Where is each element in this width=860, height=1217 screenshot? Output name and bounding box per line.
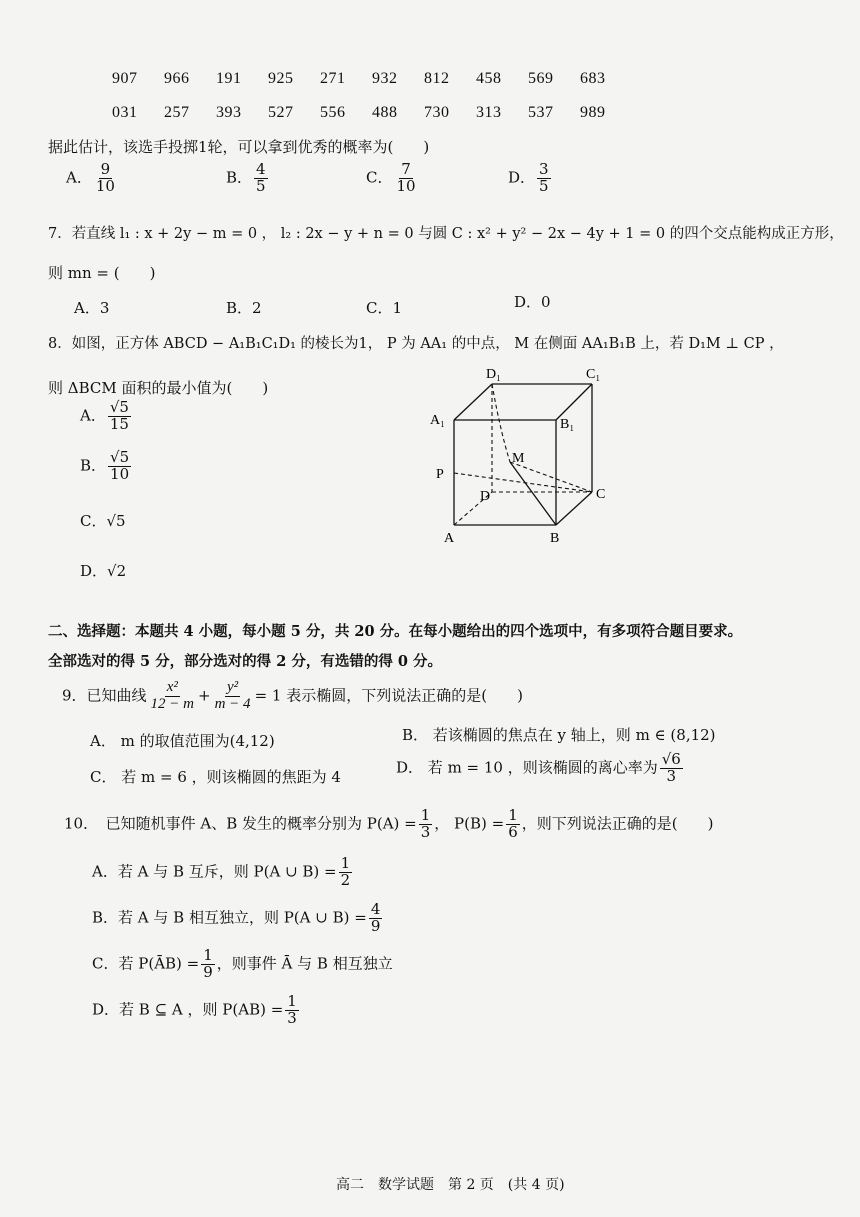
q7-stem-2: 则 mn = ( )	[48, 264, 156, 282]
q7-option-b: B．2	[226, 299, 262, 317]
q6-option-a: A． $\frac{9}{10}$	[66, 160, 115, 195]
q9-option-a: A． m 的取值范围为(4,12)	[90, 732, 275, 750]
q6-option-d: D． $\frac{3}{5}$	[508, 160, 549, 195]
q8-option-c: C．√5	[80, 512, 126, 530]
edge-b1c1	[556, 384, 592, 420]
q8-stem: 8．如图，正方体 ABCD − A₁B₁C₁D₁ 的棱长为1， P 为 AA₁ 的中点， M 在侧面 AA₁B₁B 上，若 D₁M ⊥ CP ，	[48, 336, 784, 352]
q9-option-b: B． 若该椭圆的焦点在 y 轴上，则 m ∈ (8,12)	[402, 726, 716, 744]
label-c: C	[596, 487, 606, 502]
section2-line2: 全部选对的得 5 分，部分选对的得 2 分，有选错的得 0 分。	[48, 653, 443, 670]
label-m: M	[512, 451, 525, 466]
data-row-1: 907 966 191 925 271 932 812 458 569 683	[112, 70, 606, 87]
segment-mc	[510, 462, 592, 492]
q6-option-b: B． $\frac{4}{5}$	[226, 160, 266, 195]
label-a: A	[444, 531, 455, 546]
q7-option-a: A．3	[74, 299, 110, 317]
segment-pc	[454, 473, 592, 492]
label-b1: B₁	[560, 417, 575, 432]
segment-d1m	[492, 384, 510, 462]
q6-stem: 据此估计，该选手投掷1轮，可以拿到优秀的概率为( )	[48, 138, 430, 156]
edge-a1d1	[454, 384, 492, 420]
label-b: B	[550, 531, 560, 546]
page-footer: 高二 数学试题 第 2 页 (共 4 页)	[336, 1177, 565, 1193]
q9-option-d: D． 若 m = 10 ，则该椭圆的离心率为 $\frac{√6}{3}$	[396, 750, 681, 785]
data-row-2: 031 257 393 527 556 488 730 313 537 989	[112, 104, 606, 121]
cube-figure	[420, 360, 630, 550]
label-d1: D₁	[486, 367, 501, 382]
q7-stem: 7．若直线 l₁ : x + 2y − m = 0 ， l₂ : 2x − y + n = 0 与圆 C : x² + y² − 2x − 4y + 1 = 0 的四个交点能构成正方形，	[48, 226, 844, 242]
q8-option-a: A． $\frac{√5}{15}$	[80, 398, 129, 433]
q10-option-a: A．若 A 与 B 互斥，则 P(A ∪ B) = $\frac{1}{2}$	[92, 854, 351, 889]
q6-option-c: C． $\frac{7}{10}$	[366, 160, 416, 195]
q10-stem: 10． 已知随机事件 A、B 发生的概率分别为 P(A) = $\frac{1}{3}$ ， P(B) = $\frac{1}{6}$ ，则下列说法正确的是( )	[64, 806, 714, 841]
q10-option-d: D．若 B ⊆ A ，则 P(AB) = $\frac{1}{3}$	[92, 992, 297, 1027]
q10-option-b: B．若 A 与 B 相互独立，则 P(A ∪ B) = $\frac{4}{9}$	[92, 900, 381, 935]
segment-bm	[510, 462, 556, 525]
q9-stem: 9．已知曲线 $\frac{\text{x²}}{12 - m}$ + $\frac{\text{y²}}{m - 4}$ = 1 表示椭圆，下列说法正确的是( )	[62, 679, 523, 712]
q8-option-d: D．√2	[80, 562, 127, 580]
q7-option-c: C．1	[366, 299, 403, 317]
label-c1: C₁	[586, 367, 601, 382]
q9-option-c: C． 若 m = 6 ，则该椭圆的焦距为 4	[90, 768, 341, 786]
q8-stem-2: 则 ΔBCM 面积的最小值为( )	[48, 379, 269, 397]
q7-option-d: D．0	[514, 293, 551, 311]
q10-option-c: C．若 P(ĀB) = $\frac{1}{9}$ ，则事件 Ā 与 B 相互独立	[92, 946, 393, 981]
edge-bc	[556, 492, 592, 525]
q8-option-b: B． $\frac{√5}{10}$	[80, 448, 130, 483]
label-p: P	[436, 467, 444, 482]
label-d: D	[480, 489, 491, 504]
section2-line1: 二、选择题：本题共 4 小题，每小题 5 分，共 20 分。在每小题给出的四个选项中，有多项符合题目要求。	[48, 623, 743, 640]
label-a1: A₁	[430, 413, 445, 428]
